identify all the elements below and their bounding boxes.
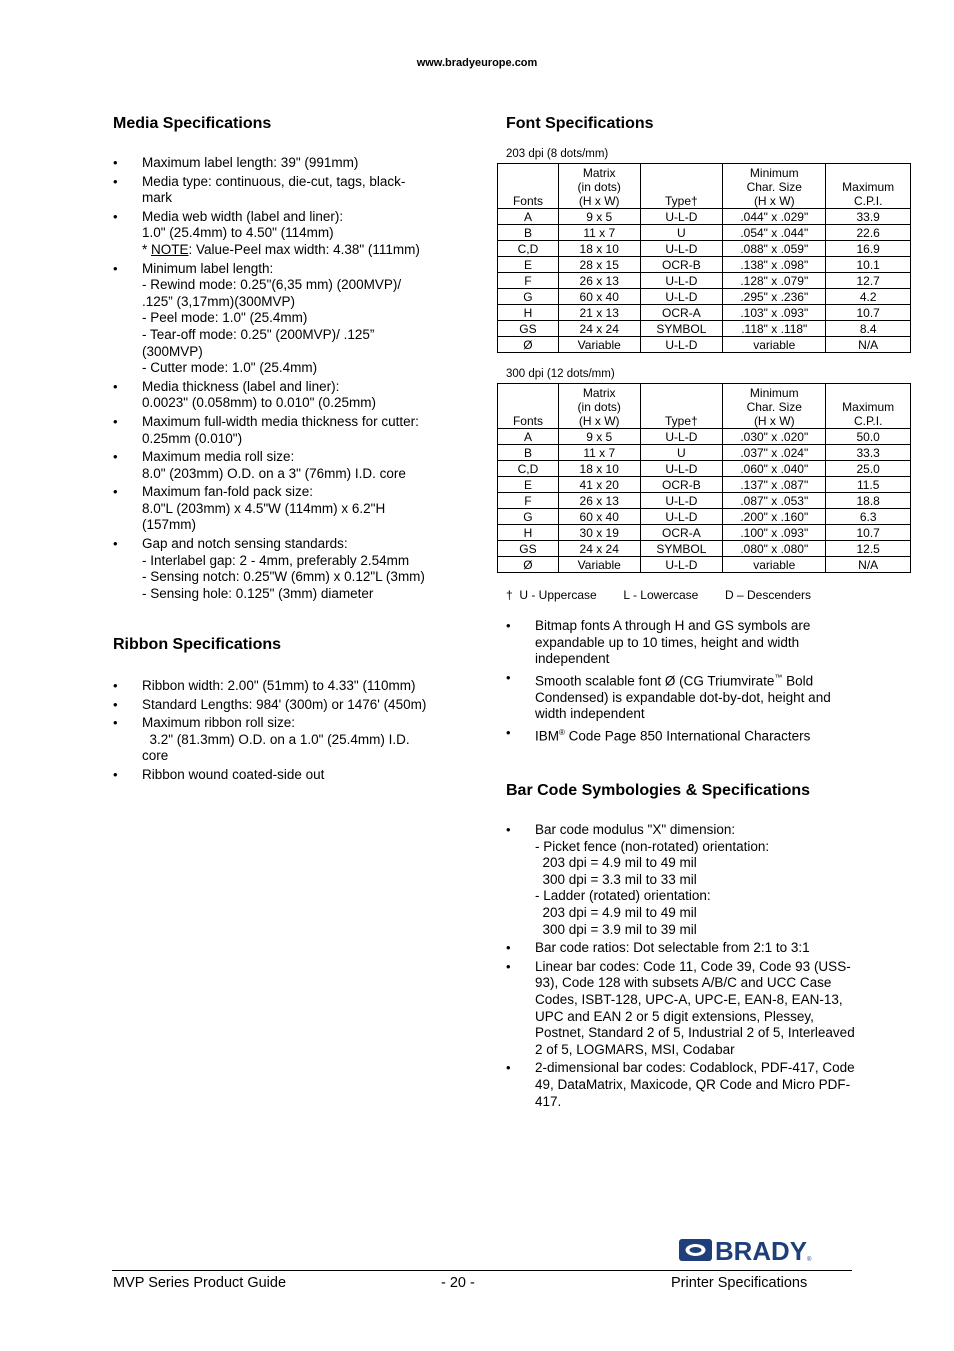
list-item-line: (157mm) [142,517,197,533]
table-cell: .088" x .059" [723,241,826,257]
table-cell: .087" x .053" [723,493,826,509]
table-header-cell: Type† [640,384,723,429]
list-item-line: • Maximum label length: 39" (991mm) [142,155,359,170]
table-cell: U-L-D [640,461,723,477]
list-item-line: • Maximum media roll size: [142,449,295,465]
table-cell: .295" x .236" [723,289,826,305]
table-cell: U-L-D [640,209,723,225]
list-item [506,940,856,957]
table-cell: .118" x .118" [723,321,826,337]
list-item [113,536,458,602]
list-item-line: expandable up to 10 times, height and width [535,634,800,650]
table-cell: 12.7 [826,273,911,289]
table-cell: 50.0 [826,429,911,445]
footer-guide-title: MVP Series Product Guide [113,1275,287,1291]
table-cell: 10.7 [826,305,911,321]
table-cell: N/A [826,337,911,353]
list-item-line: - Sensing hole: 0.125" (3mm) diameter [142,585,374,601]
list-item-line: width independent [535,706,645,722]
table-row [498,445,911,461]
table-header-row [498,164,911,209]
font-table-300dpi [497,383,911,573]
table-cell: G [498,289,559,305]
list-item [113,261,458,377]
list-item [113,715,458,765]
table-cell: U-L-D [640,241,723,257]
table-cell: 10.1 [826,257,911,273]
list-item-line: 1.0" (25.4mm) to 4.50" (114mm) [142,225,334,241]
list-item-line: 300 dpi = 3.9 mil to 39 mil [535,921,697,937]
table-cell: B [498,445,559,461]
table-cell: GS [498,321,559,337]
table-header-cell: Matrix (in dots) (H x W) [558,164,640,209]
table-cell: 33.3 [826,445,911,461]
table-row [498,273,911,289]
list-item-line: • Maximum fan-fold pack size: [142,484,314,500]
table-header-cell: Maximum C.P.I. [826,164,911,209]
list-item-line: - Picket fence (non-rotated) orientation: [535,838,770,854]
table-cell: 8.4 [826,321,911,337]
table-300-caption: 300 dpi (12 dots/mm) [506,368,615,380]
list-item-line: 8.0"L (203mm) x 4.5"W (114mm) x 6.2"H [142,500,386,516]
table-cell: 11 x 7 [558,445,640,461]
table-cell: OCR-A [640,305,723,321]
table-cell: 24 x 24 [558,541,640,557]
font-notes-list [506,618,856,747]
table-cell: H [498,305,559,321]
table-cell: 11 x 7 [558,225,640,241]
table-cell: 28 x 15 [558,257,640,273]
table-cell: H [498,525,559,541]
table-header-cell: Fonts [498,164,559,209]
list-item-line: • Ribbon wound coated-side out [142,766,325,782]
brady-logo-text: BRADY [715,1236,807,1264]
table-cell: 22.6 [826,225,911,241]
list-item-line: core [142,748,169,764]
table-header-cell: Minimum Char. Size (H x W) [723,384,826,429]
list-item-line: • Maximum ribbon roll size: [142,715,296,731]
table-cell: 6.3 [826,509,911,525]
table-cell: 33.9 [826,209,911,225]
table-cell: U-L-D [640,509,723,525]
table-cell: .037" x .024" [723,445,826,461]
table-cell: N/A [826,557,911,573]
font-table-203dpi [497,163,911,353]
list-item [113,414,458,447]
barcode-specs-title: Bar Code Symbologies & Specifications [506,782,811,799]
table-row [498,337,911,353]
list-item-line: • Media thickness (label and liner): [142,378,340,394]
table-cell: Variable [558,337,640,353]
list-item-line: - Interlabel gap: 2 - 4mm, preferably 2.54mm [142,552,410,568]
table-row [498,477,911,493]
table-cell: .054" x .044" [723,225,826,241]
table-cell: A [498,209,559,225]
table-row [498,525,911,541]
list-item-line: Postnet, Standard 2 of 5, Industrial 2 of 5, Interleaved [535,1025,855,1041]
type-legend: † U - Uppercase L - Lowercase D – Descenders [506,588,812,602]
table-cell: 9 x 5 [558,209,640,225]
table-cell: .137" x .087" [723,477,826,493]
table-header-cell: Minimum Char. Size (H x W) [723,164,826,209]
list-item-line: • Bar code ratios: Dot selectable from 2:1 to 3:1 [535,940,810,956]
list-item-line: 93), Code 128 with subsets A/B/C and UCC Case [535,975,832,991]
table-cell: Ø [498,337,559,353]
list-item-line: 417. [535,1093,562,1109]
footer-rule [112,1270,852,1271]
font-specs-title: Font Specifications [506,115,654,132]
media-specs-list [113,155,458,604]
list-item-line: (300MVP) [142,343,203,359]
list-item-line: • Standard Lengths: 984' (300m) or 1476' (450m) [142,696,427,712]
list-item-line: 203 dpi = 4.9 mil to 49 mil [535,904,697,920]
list-item-line: .125” (3,17mm)(300MVP) [142,293,296,309]
table-cell: OCR-A [640,525,723,541]
table-cell: E [498,257,559,273]
brady-logo-icon [678,1236,813,1264]
brady-logo [678,1236,813,1264]
table-row [498,429,911,445]
list-item-line: 0.0023" (0.058mm) to 0.010" (0.25mm) [142,395,376,411]
table-cell: 30 x 19 [558,525,640,541]
list-item [113,678,458,695]
table-cell: variable [723,337,826,353]
table-cell: 4.2 [826,289,911,305]
table-cell: 12.5 [826,541,911,557]
list-item-line: • Bitmap fonts A through H and GS symbols are [535,618,811,633]
list-item-line: - Cutter mode: 1.0" (25.4mm) [142,360,318,376]
table-cell: 11.5 [826,477,911,493]
list-item [113,697,458,714]
table-cell: 60 x 40 [558,509,640,525]
table-cell: .128" x .079" [723,273,826,289]
list-item [113,209,458,259]
list-item-line: • IBM® Code Page 850 International Characters [535,728,811,744]
table-cell: U-L-D [640,273,723,289]
table-cell: G [498,509,559,525]
table-row [498,509,911,525]
list-item-line: - Rewind mode: 0.25"(6,35 mm) (200MVP)/ [142,277,402,293]
table-cell: U-L-D [640,429,723,445]
table-header-row [498,384,911,429]
list-item-line: • Linear bar codes: Code 11, Code 39, Code 93 (USS- [535,958,851,974]
table-cell: .080" x .080" [723,541,826,557]
table-cell: U [640,225,723,241]
table-cell: .100" x .093" [723,525,826,541]
list-item-line: 2 of 5, LOGMARS, MSI, Codabar [535,1041,735,1057]
table-cell: GS [498,541,559,557]
table-cell: 18 x 10 [558,241,640,257]
list-item-line: mark [142,190,172,206]
table-cell: .060" x .040" [723,461,826,477]
list-item-line: • Maximum full-width media thickness for cutter: [142,413,419,429]
table-row [498,541,911,557]
svg-text:®: ® [807,1257,812,1263]
list-item-line: Codes, ISBT-128, UPC-A, UPC-E, EAN-8, EAN-13, [535,991,843,1007]
list-item-line: - Ladder (rotated) orientation: [535,888,711,904]
table-row [498,289,911,305]
table-row [498,225,911,241]
list-item [113,449,458,482]
table-cell: SYMBOL [640,541,723,557]
table-cell: U-L-D [640,337,723,353]
footer-page-number: - 20 - [441,1275,475,1291]
table-cell: E [498,477,559,493]
table-row [498,241,911,257]
barcode-specs-list [506,822,856,1112]
table-cell: OCR-B [640,477,723,493]
table-cell: 9 x 5 [558,429,640,445]
list-item-line: - Sensing notch: 0.25"W (6mm) x 0.12"L (3mm) [142,569,425,585]
footer-section: Printer Specifications [671,1275,808,1291]
ribbon-specs-title: Ribbon Specifications [113,636,282,653]
table-cell: 60 x 40 [558,289,640,305]
list-item [113,155,458,172]
list-item [506,959,856,1059]
table-cell: A [498,429,559,445]
table-row [498,461,911,477]
table-cell: 25.0 [826,461,911,477]
table-203-caption: 203 dpi (8 dots/mm) [506,148,609,160]
media-specs-title: Media Specifications [113,115,272,132]
table-cell: F [498,273,559,289]
list-item [113,379,458,412]
list-item [113,767,458,784]
table-cell: U-L-D [640,493,723,509]
list-item-line: 300 dpi = 3.3 mil to 33 mil [535,871,697,887]
list-item-line: 49, DataMatrix, Maxicode, QR Code and Micro PDF- [535,1076,851,1092]
table-cell: .030" x .020" [723,429,826,445]
table-cell: U-L-D [640,557,723,573]
list-item-line: • Ribbon width: 2.00" (51mm) to 4.33" (110mm) [142,678,416,693]
table-cell: B [498,225,559,241]
table-cell: Ø [498,557,559,573]
list-item [113,174,458,207]
table-cell: Variable [558,557,640,573]
table-cell: .200" x .160" [723,509,826,525]
table-cell: SYMBOL [640,321,723,337]
table-cell: C,D [498,461,559,477]
table-header-cell: Fonts [498,384,559,429]
table-cell: U [640,445,723,461]
table-cell: 26 x 13 [558,273,640,289]
list-item-line: • Bar code modulus "X" dimension: [535,822,736,837]
ribbon-specs-list [113,678,458,786]
list-item-line: independent [535,651,610,667]
list-item-line: - Peel mode: 1.0" (25.4mm) [142,310,308,326]
table-header-cell: Maximum C.P.I. [826,384,911,429]
list-item-line: 3.2" (81.3mm) O.D. on a 1.0" (25.4mm) I.D. [142,731,410,747]
table-cell: 24 x 24 [558,321,640,337]
table-row [498,493,911,509]
list-item-line: UPC and EAN 2 or 5 digit extensions, Plessey, [535,1008,814,1024]
table-header-cell: Type† [640,164,723,209]
list-item-line: • Smooth scalable font Ø (CG Triumvirate™ Bold [535,672,814,689]
table-cell: 18 x 10 [558,461,640,477]
list-item [506,822,856,938]
table-row [498,305,911,321]
table-cell: variable [723,557,826,573]
table-row [498,557,911,573]
table-row [498,257,911,273]
list-item-line: 8.0" (203mm) O.D. on a 3" (76mm) I.D. core [142,465,406,481]
table-cell: 16.9 [826,241,911,257]
list-item-line: 0.25mm (0.010") [142,430,243,446]
list-item-line: Condensed) is expandable dot-by-dot, height and [535,689,831,705]
table-cell: C,D [498,241,559,257]
list-item [506,670,856,723]
table-cell: .044" x .029" [723,209,826,225]
table-header-cell: Matrix (in dots) (H x W) [558,384,640,429]
table-cell: U-L-D [640,289,723,305]
table-cell: 41 x 20 [558,477,640,493]
list-item-line: * NOTE: Value-Peel max width: 4.38" (111mm) [142,241,420,257]
list-item-line: 203 dpi = 4.9 mil to 49 mil [535,855,697,871]
table-cell: 10.7 [826,525,911,541]
table-row [498,321,911,337]
table-cell: .103" x .093" [723,305,826,321]
list-item-line: • Media web width (label and liner): [142,208,344,224]
list-item [113,484,458,534]
list-item-line: • Gap and notch sensing standards: [142,536,348,552]
table-cell: 21 x 13 [558,305,640,321]
list-item [506,1060,856,1110]
list-item-line: • 2-dimensional bar codes: Codablock, PDF-417, Code [535,1060,855,1076]
list-item [506,725,856,745]
table-cell: OCR-B [640,257,723,273]
table-cell: .138" x .098" [723,257,826,273]
header-url: www.bradyeurope.com [416,57,538,69]
list-item [506,618,856,668]
table-cell: 26 x 13 [558,493,640,509]
table-cell: F [498,493,559,509]
table-row [498,209,911,225]
table-cell: 18.8 [826,493,911,509]
list-item-line: • Media type: continuous, die-cut, tags, black- [142,173,406,189]
list-item-line: • Minimum label length: [142,260,274,276]
list-item-line: - Tear-off mode: 0.25" (200MVP)/ .125” [142,326,375,342]
